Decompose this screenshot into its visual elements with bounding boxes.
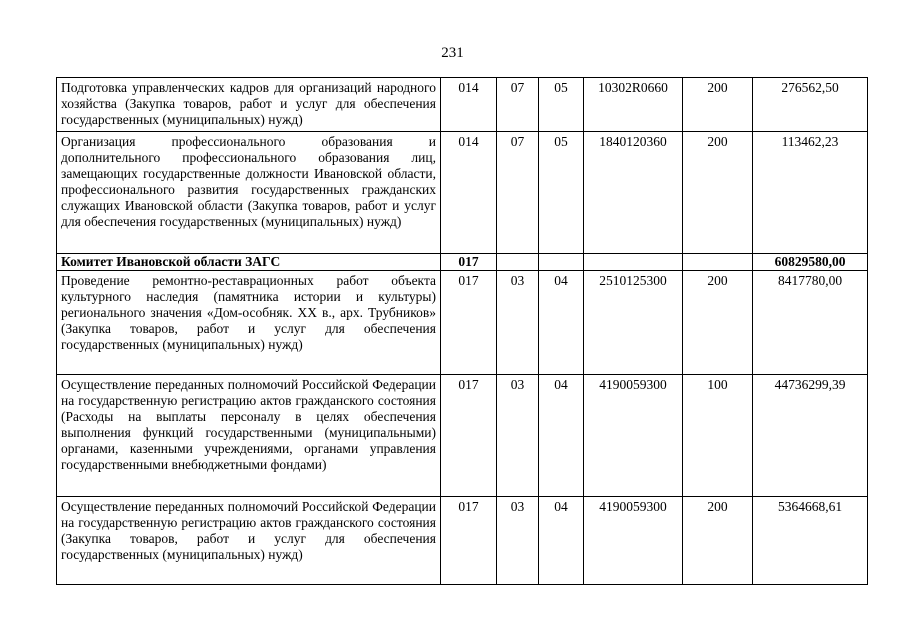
row-subsection-code: 04 [539,375,584,497]
row-amount: 8417780,00 [753,271,868,375]
row-name: Осуществление переданных полномочий Российской Федерации на государственную регистрацию актов гражданского состояния (Закупка товаров, работ и услуг для обеспечения государственных (муниципальных) нужд) [57,497,441,585]
row-amount: 5364668,61 [753,497,868,585]
table-row [57,375,868,497]
row-subsection-code: 04 [539,271,584,375]
budget-table [56,77,868,585]
row-expense-type: 200 [683,497,753,585]
row-expense-type: 100 [683,375,753,497]
row-name: Проведение ремонтно-реставрационных работ объекта культурного наследия (памятника истории и культуры) регионального значения «Дом-особняк. XX в., арх. Трубников» (Закупка товаров, работ и услуг для обеспечения государственных (муниципальных) нужд) [57,271,441,375]
row-target-code: 10302R0660 [584,78,683,132]
row-subsection-code [539,254,584,271]
row-name: Осуществление переданных полномочий Российской Федерации на государственную регистрацию актов гражданского состояния (Расходы на выплаты персоналу в целях обеспечения выполнения функций государственными (муниципальными) органами, казенными учреждениями, органами управления государственными внебюджетными фондами) [57,375,441,497]
row-target-code: 1840120360 [584,132,683,254]
row-expense-type: 200 [683,132,753,254]
row-expense-type: 200 [683,78,753,132]
row-ministry-code: 017 [441,271,497,375]
row-name: Комитет Ивановской области ЗАГС [57,254,441,271]
row-ministry-code: 017 [441,375,497,497]
row-amount: 60829580,00 [753,254,868,271]
row-section-code: 07 [497,78,539,132]
row-ministry-code: 014 [441,78,497,132]
table-row [57,271,868,375]
row-target-code: 4190059300 [584,497,683,585]
row-target-code [584,254,683,271]
row-expense-type [683,254,753,271]
row-subsection-code: 05 [539,132,584,254]
row-amount: 276562,50 [753,78,868,132]
row-subsection-code: 05 [539,78,584,132]
row-name: Подготовка управленческих кадров для организаций народного хозяйства (Закупка товаров, работ и услуг для обеспечения государственных (муниципальных) нужд) [57,78,441,132]
table-row [57,497,868,585]
row-target-code: 2510125300 [584,271,683,375]
row-expense-type: 200 [683,271,753,375]
row-section-code: 03 [497,271,539,375]
row-name: Организация профессионального образования и дополнительного профессионального образования лиц, замещающих государственные должности Ивановской области, профессионального развития государственных гражданских служащих Ивановской области (Закупка товаров, работ и услуг для обеспечения государственных (муниципальных) нужд) [57,132,441,254]
table-row [57,254,868,271]
row-target-code: 4190059300 [584,375,683,497]
row-section-code: 07 [497,132,539,254]
row-subsection-code: 04 [539,497,584,585]
row-section-code: 03 [497,375,539,497]
row-ministry-code: 017 [441,497,497,585]
row-ministry-code: 017 [441,254,497,271]
row-section-code: 03 [497,497,539,585]
row-ministry-code: 014 [441,132,497,254]
page-number: 231 [441,45,464,61]
table-row [57,78,868,132]
row-amount: 113462,23 [753,132,868,254]
row-section-code [497,254,539,271]
table-row [57,132,868,254]
row-amount: 44736299,39 [753,375,868,497]
